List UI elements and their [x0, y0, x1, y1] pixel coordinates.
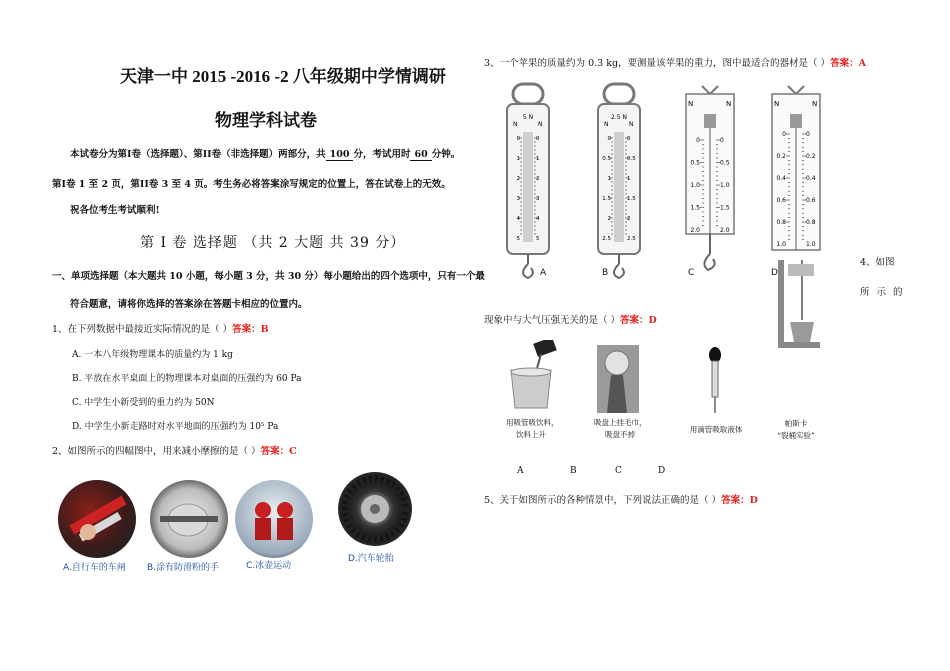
spring-scale-c	[680, 84, 740, 280]
scale-tick-label: 1	[627, 176, 631, 182]
scale-tick-label: 2.5	[627, 236, 636, 242]
scale-a-unit-left: N	[513, 121, 518, 128]
scale-tick-label: 1.0	[690, 182, 700, 189]
intro-line-1-post: 分钟。	[431, 149, 461, 160]
question-1	[52, 321, 269, 335]
scale-a-top-label: 5 N	[522, 114, 534, 121]
question-3	[484, 55, 866, 69]
scale-tick-label: 5	[516, 236, 520, 242]
scale-b-unit-left: N	[604, 121, 609, 128]
scale-label-a: A	[540, 268, 547, 278]
q1-option-d: D. 中学生小新走路时对水平地面的压强约为 10⁵ Pa	[72, 422, 279, 432]
suction-cup-image	[597, 345, 639, 413]
scale-tick-label: 2.5	[602, 236, 611, 242]
bicycle-brake-drawing	[58, 480, 136, 558]
scale-d-unit-right: N	[812, 100, 818, 108]
spring-scale-d	[766, 84, 826, 264]
scale-tick-label: 3	[516, 196, 520, 202]
scale-tick-label: 0.6	[776, 197, 786, 204]
q4-label-a: A	[517, 466, 524, 476]
question-2-text: 2、如图所示的四幅图中，用来减小摩擦的是（ ）	[52, 446, 261, 457]
chalk-hand-drawing	[150, 480, 228, 558]
chalk-hand-image	[150, 480, 228, 558]
q4-caption-b-line2: 吸盘不掉	[605, 430, 635, 439]
question-1-answer: 答案：B	[232, 324, 269, 335]
curling-image	[235, 480, 313, 558]
scale-label-c: C	[688, 268, 695, 278]
q4-caption-b-line1: 吸盘上挂毛巾，	[594, 418, 647, 427]
exam-subtitle: 物理学科试卷	[215, 111, 317, 130]
straw-drink-image	[505, 340, 557, 412]
intro-line-2: 第I卷 1 至 2 页，第II卷 3 至 4 页。考生务必将答案涂写规定的位置上，答在试卷上的无效。	[52, 179, 451, 190]
q4-caption-a	[506, 417, 559, 441]
scale-tick-label: 1.5	[627, 196, 636, 202]
scale-tick-label: 2	[516, 176, 520, 182]
scale-c-unit-left: N	[688, 100, 694, 108]
q4-caption-d-line2: “裂桶实验”	[777, 431, 815, 440]
question-4-answer: 答案：D	[620, 315, 657, 326]
scale-tick-label: 1	[607, 176, 611, 182]
scale-tick-label: 2	[536, 176, 540, 182]
scale-tick-label: 0.2	[806, 153, 816, 160]
exam-time: 60	[410, 149, 431, 161]
total-score: 100	[326, 149, 354, 161]
pascal-barrel-image	[776, 250, 822, 350]
scale-a-unit-right: N	[538, 121, 543, 128]
car-tire-image	[338, 472, 412, 546]
intro-line-1	[70, 146, 460, 161]
curling-drawing	[235, 480, 313, 558]
scale-tick-label: 1.5	[690, 204, 700, 212]
q1-option-b: B. 平放在水平桌面上的物理课本对桌面的压强约为 60 Pa	[72, 374, 302, 384]
scale-c-unit-right: N	[726, 100, 732, 108]
scale-tick-label: 0.5	[690, 159, 700, 167]
scale-tick-label: 3	[536, 196, 540, 202]
dropper-image	[707, 347, 723, 413]
scale-tick-label: 0	[607, 136, 611, 142]
section-heading: 第 Ⅰ 卷 选择题 （共 2 大题 共 39 分）	[140, 235, 406, 251]
caption-a: A.自行车的车闸	[63, 563, 126, 573]
scale-tick-label: 1.5	[720, 204, 730, 212]
question-5-text: 5、关于如图所示的各种情景中，下列说法正确的是（ ）	[484, 495, 722, 506]
question-2-answer: 答案：C	[260, 446, 297, 457]
scale-tick-label: 0.5	[602, 156, 611, 162]
question-1-text: 1、在下列数据中最接近实际情况的是（ ）	[52, 324, 233, 335]
q4-caption-a-line1: 用吸管吸饮料，	[506, 418, 559, 427]
scale-tick-label: 1.5	[602, 196, 611, 202]
scale-tick-label: 1.0	[776, 241, 786, 248]
question-4-part2: 所 示 的	[860, 287, 905, 298]
scale-tick-label: 1	[516, 156, 520, 162]
caption-c: C.冰壶运动	[246, 561, 292, 571]
intro-line-1-mid: 分，考试用时	[353, 149, 411, 160]
scale-d-unit-left: N	[774, 100, 780, 108]
q4-caption-a-line2: 饮料上升	[516, 430, 546, 439]
scale-label-d: D	[771, 268, 778, 278]
scale-tick-label: 4	[516, 216, 520, 222]
section-instruction-1: 一、单项选择题（本大题共 10 小题，每小题 3 分，共 30 分）每小题给出的四个选项中，只有一个最	[52, 271, 485, 282]
scale-tick-label: 0	[782, 131, 786, 138]
scale-tick-label: 0	[806, 131, 810, 138]
question-5	[484, 492, 758, 506]
intro-line-1-pre: 本试卷分为第I卷（选择题）、第II卷（非选择题）两部分，共	[70, 149, 326, 160]
scale-tick-label: 0.8	[806, 219, 816, 226]
scale-tick-label: 0.5	[720, 159, 730, 167]
scale-b-unit-right: N	[629, 121, 634, 128]
scale-tick-label: 0.6	[806, 197, 816, 204]
scale-tick-label: 0	[696, 137, 700, 144]
question-4-text: 现象中与大气压强无关的是（ ）	[484, 315, 621, 326]
scale-tick-label: 1.0	[720, 182, 730, 189]
q4-caption-d-line1: 帕斯卡	[784, 419, 808, 428]
spring-scale-a	[505, 82, 551, 282]
scale-tick-label: 0	[516, 136, 520, 142]
scale-tick-label: 2.0	[720, 227, 730, 234]
scale-tick-label: 0.4	[806, 175, 816, 182]
scale-b-top-label: 2.5 N	[611, 114, 627, 121]
q1-option-a: A. 一本八年级物理课本的质量约为 1 kg	[72, 350, 233, 360]
question-5-answer: 答案：D	[721, 495, 758, 506]
scale-tick-label: 1.0	[806, 241, 816, 248]
scale-tick-label: 4	[536, 216, 540, 222]
scale-tick-label: 0	[536, 136, 540, 142]
bicycle-brake-image	[58, 480, 136, 558]
scale-tick-label: 5	[536, 236, 540, 242]
spring-scale-b	[596, 82, 642, 282]
exam-title: 天津一中 2015 -2016 -2 八年级期中学情调研	[120, 67, 446, 86]
scale-tick-label: 0.8	[776, 219, 786, 226]
question-3-text: 3、一个苹果的质量约为 0.3 kg，要测量该苹果的重力，图中最适合的器材是（ ）	[484, 58, 831, 69]
q4-label-c: C	[615, 466, 622, 476]
q4-caption-b	[594, 417, 646, 441]
scale-label-b: B	[602, 268, 609, 278]
scale-tick-label: 2	[607, 216, 611, 222]
caption-b: B.涂有防滑粉的手	[147, 563, 220, 573]
question-4-line2	[484, 312, 657, 326]
scale-tick-label: 0.4	[776, 175, 786, 182]
scale-tick-label: 0	[627, 136, 631, 142]
q4-label-b: B	[570, 466, 577, 476]
caption-d: D.汽车轮胎	[348, 554, 394, 564]
car-tire-drawing	[338, 472, 412, 546]
section-instruction-2: 符合题意，请将你选择的答案涂在答题卡相应的位置内。	[70, 299, 308, 310]
scale-tick-label: 2.0	[690, 227, 700, 234]
q4-caption-c: 用滴管吸取液体	[689, 425, 743, 434]
intro-line-3: 祝各位考生考试顺利!	[70, 205, 160, 216]
scale-tick-label: 0.2	[776, 153, 786, 160]
scale-tick-label: 2	[627, 216, 631, 222]
q4-label-d: D	[658, 466, 666, 476]
question-3-answer: 答案：A	[830, 58, 866, 69]
scale-tick-label: 0.5	[627, 156, 636, 162]
scale-tick-label: 0	[720, 137, 724, 144]
q4-caption-d	[766, 418, 826, 442]
question-4-part1: 4、如图	[860, 257, 895, 268]
q1-option-c: C. 中学生小新受到的重力约为 50N	[72, 398, 215, 408]
scale-tick-label: 1	[536, 156, 540, 162]
question-2	[52, 443, 297, 457]
